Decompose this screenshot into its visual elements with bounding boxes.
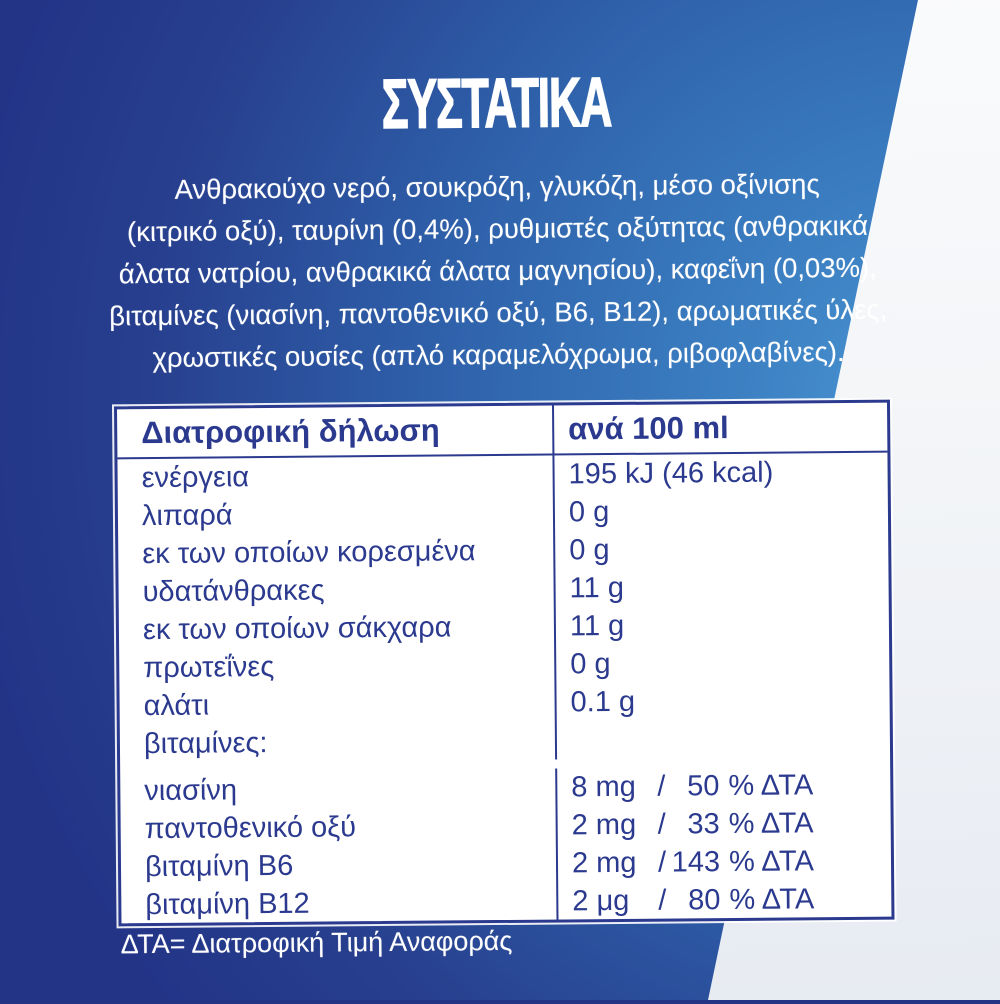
- nutrient-label: υδατάνθρακες: [118, 570, 555, 612]
- table-header-row: [117, 403, 887, 460]
- nutrient-label: ενέργεια: [117, 456, 554, 498]
- nutrient-value: 11 g: [569, 571, 625, 604]
- vitamin-amount: 8 mg: [571, 770, 636, 803]
- vitamin-percent-suffix: % ΔΤΑ: [728, 844, 815, 878]
- ingredients-paragraph: [0, 162, 999, 381]
- nutrient-value: [558, 844, 891, 880]
- vitamin-percent: 50: [686, 769, 720, 802]
- nutrient-label: εκ των οποίων κορεσμένα: [118, 532, 555, 574]
- ingredient-line: άλατα νατρίου, ανθρακικά άλατα μαγνησίου), καφεΐνη (0,03%),: [118, 251, 877, 290]
- nutrient-label: βιταμίνη B6: [121, 845, 558, 887]
- table-row-vitamin-b12: [121, 880, 891, 925]
- ingredient-line: βιταμίνες (νιασίνη, παντοθενικό οξύ, B6, B12), αρωματικές ύλες,: [109, 293, 888, 332]
- page-title: ΣΥΣΤΑΤΙΚΑ: [381, 63, 612, 144]
- nutrient-value: [558, 806, 891, 842]
- nutrient-label: βιταμίνες:: [120, 722, 557, 764]
- nutrient-label: λιπαρά: [118, 494, 555, 536]
- vitamin-percent: 33: [687, 807, 720, 840]
- header-col-per-100ml: ανά 100 ml: [568, 410, 729, 447]
- vitamin-percent-suffix: % ΔΤΑ: [729, 882, 815, 916]
- vitamin-percent: 143: [671, 845, 721, 879]
- ingredient-line: χρωστικές ουσίες (απλό καραμελόχρωμα, ριβοφλαβίνες).: [152, 335, 845, 374]
- vitamin-percent: 80: [687, 883, 721, 916]
- nutrient-value: [558, 882, 891, 918]
- nutrient-label: εκ των οποίων σάκχαρα: [119, 608, 556, 650]
- nutrient-value: [557, 738, 890, 741]
- nutrient-value: 195 kJ (46 kcal): [568, 456, 774, 490]
- table-row-saturates: [118, 529, 888, 574]
- vitamin-amount: 2 μg: [572, 884, 630, 917]
- vitamin-percent-suffix: % ΔΤΑ: [728, 806, 814, 840]
- vitamin-amount: 2 mg: [571, 808, 637, 841]
- nutrient-label: πρωτεΐνες: [119, 646, 556, 688]
- nutrient-value: 0 g: [568, 495, 610, 528]
- nutrient-label: αλάτι: [119, 684, 556, 726]
- vitamin-amount: 2 mg: [571, 846, 637, 879]
- table-row-carbohydrate: [118, 567, 888, 612]
- nutrient-value: 0.1 g: [570, 685, 636, 718]
- table-row-vitamins-heading: [120, 719, 890, 764]
- slash-separator: /: [657, 808, 666, 841]
- slash-separator: /: [658, 884, 667, 917]
- nutrient-label: παντοθενικό οξύ: [121, 807, 558, 849]
- ingredient-line: (κιτρικό οξύ), ταυρίνη (0,4%), ρυθμιστές οξύτητας (ανθρακικά: [126, 209, 869, 248]
- nutrient-label: νιασίνη: [120, 769, 557, 811]
- nutrient-label: βιταμίνη B12: [121, 883, 558, 925]
- nutrient-value: 0 g: [569, 533, 610, 566]
- nutrient-value: 0 g: [570, 647, 611, 680]
- slash-separator: /: [657, 770, 666, 803]
- ingredient-line: Ανθρακούχο νερό, σουκρόζη, γλυκόζη, μέσο οξίνισης: [174, 168, 820, 205]
- reference-value-footnote: ΔΤΑ= Διατροφική Τιμή Αναφοράς: [120, 925, 513, 960]
- nutrient-value: 11 g: [569, 609, 625, 642]
- vitamin-percent-suffix: % ΔΤΑ: [728, 768, 814, 802]
- slash-separator: /: [657, 846, 667, 879]
- nutrient-value: [557, 768, 890, 804]
- nutrition-table: [114, 400, 895, 927]
- header-col-declaration: Διατροφική δήλωση: [117, 406, 554, 458]
